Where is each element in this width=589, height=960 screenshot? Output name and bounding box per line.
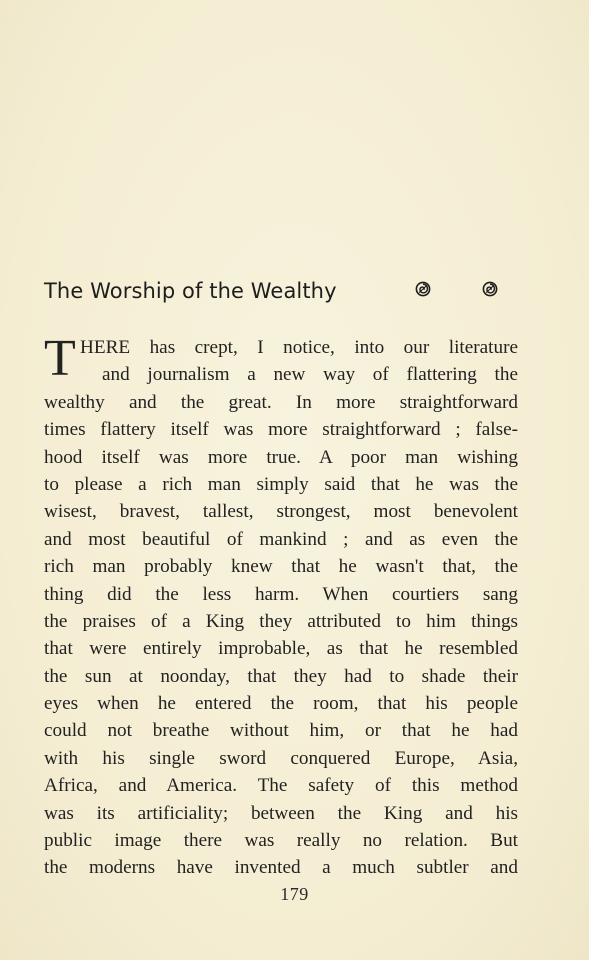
text-line: times flattery itself was more straightforward ; false- [44,419,518,441]
body-text [44,330,518,882]
text-line: with his single sword conquered Europe, Asia, [44,747,518,769]
text-line: rich man probably knew that he wasn't that, the [44,556,518,578]
text-line: could not breathe without him, or that he had [44,720,518,742]
spiral-ornament-icon [482,281,498,297]
page-number: 179 [280,884,309,904]
text-line: thing did the less harm. When courtiers sang [44,583,518,605]
paragraph [44,330,518,882]
chapter-title: The Worship of the Wealthy [44,279,337,303]
text-line: was its artificiality; between the King and his [44,802,518,824]
text-line: to please a rich man simply said that he was the [44,473,518,495]
text-line: Africa, and America. The safety of this method [44,775,518,797]
text-line: HERE has crept, I notice, into our literature [80,337,518,358]
text-line: eyes when he entered the room, that his people [44,693,518,715]
text-line: the praises of a King they attributed to him things [44,610,518,632]
text-line: public image there was really no relation. But [44,830,518,852]
text-line: wealthy and the great. In more straightforward [44,391,518,413]
chapter-heading [44,276,544,306]
text-line: and most beautiful of mankind ; and as even the [44,528,518,550]
text-line: wisest, bravest, tallest, strongest, most benevolent [44,501,518,523]
text-line: hood itself was more true. A poor man wishing [44,446,518,468]
drop-cap: T [44,330,76,387]
text-line: the moderns have invented a much subtler and [44,857,518,879]
spiral-ornament-icon [415,281,431,297]
text-line: and journalism a new way of flattering the [102,364,518,386]
text-line: the sun at noonday, that they had to shade their [44,665,518,687]
text-line: that were entirely improbable, as that he resembled [44,638,518,660]
